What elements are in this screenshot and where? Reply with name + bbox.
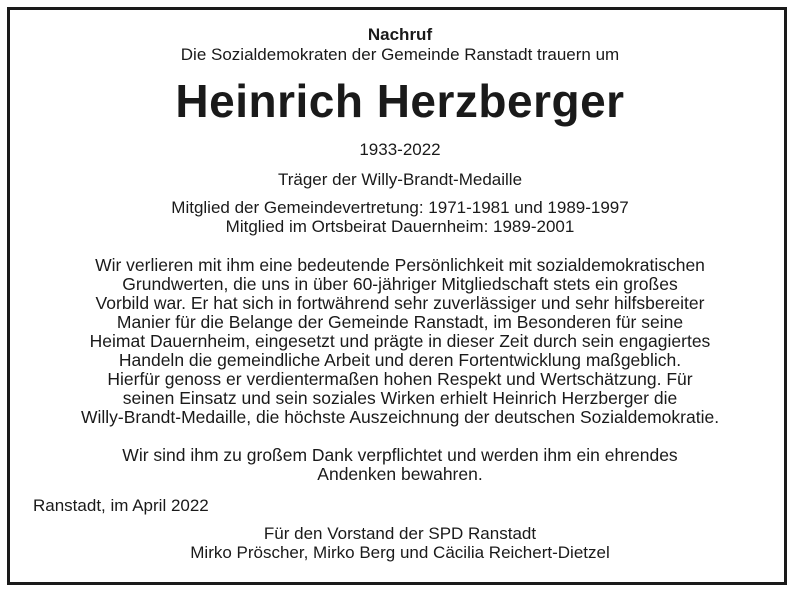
thanks-line: Andenken bewahren. bbox=[317, 464, 483, 484]
thanks-line: Wir sind ihm zu großem Dank verpflichtet und werden ihm ein ehrendes bbox=[122, 445, 678, 465]
paragraph-line: Willy-Brandt-Medaille, die höchste Auszeichnung der deutschen Sozialdemokratie. bbox=[80, 407, 720, 427]
paragraph-line: Hierfür genoss er verdientermaßen hohen Respekt und Wertschätzung. Für bbox=[107, 369, 693, 389]
paragraph-line: Wir verlieren mit ihm eine bedeutende Persönlichkeit mit sozialdemokratischen bbox=[95, 255, 705, 275]
paragraph-line: Manier für die Belange der Gemeinde Ranstadt, im Besonderen für seine bbox=[116, 312, 684, 332]
notice-heading: Nachruf bbox=[367, 25, 433, 44]
role-line: Mitglied der Gemeindevertretung: 1971-1981 und 1989-1997 bbox=[171, 198, 629, 217]
role-line: Mitglied im Ortsbeirat Dauernheim: 1989-2001 bbox=[225, 217, 575, 236]
signature-names: Mirko Pröscher, Mirko Berg und Cäcilia Reichert-Dietzel bbox=[190, 543, 610, 562]
paragraph-line: Grundwerten, die uns in über 60-jähriger Mitgliedschaft stets ein großes bbox=[122, 274, 678, 294]
deceased-name: Heinrich Herzberger bbox=[175, 75, 625, 127]
paragraph-line: seinen Einsatz und sein soziales Wirken erhielt Heinrich Herzberger die bbox=[122, 388, 678, 408]
place-date: Ranstadt, im April 2022 bbox=[33, 496, 209, 515]
paragraph-line: Vorbild war. Er hat sich in fortwährend sehr zuverlässiger und sehr hilfsbereiter bbox=[95, 293, 705, 313]
award-line: Träger der Willy-Brandt-Medaille bbox=[277, 170, 523, 189]
signature-org: Für den Vorstand der SPD Ranstadt bbox=[263, 524, 537, 543]
life-years: 1933-2022 bbox=[359, 140, 441, 159]
paragraph-line: Handeln die gemeindliche Arbeit und deren Fortentwicklung maßgeblich. bbox=[118, 350, 682, 370]
paragraph-line: Heimat Dauernheim, eingesetzt und prägte in dieser Zeit durch sein engagiertes bbox=[89, 331, 711, 351]
notice-intro: Die Sozialdemokraten der Gemeinde Ranstadt trauern um bbox=[180, 45, 620, 64]
